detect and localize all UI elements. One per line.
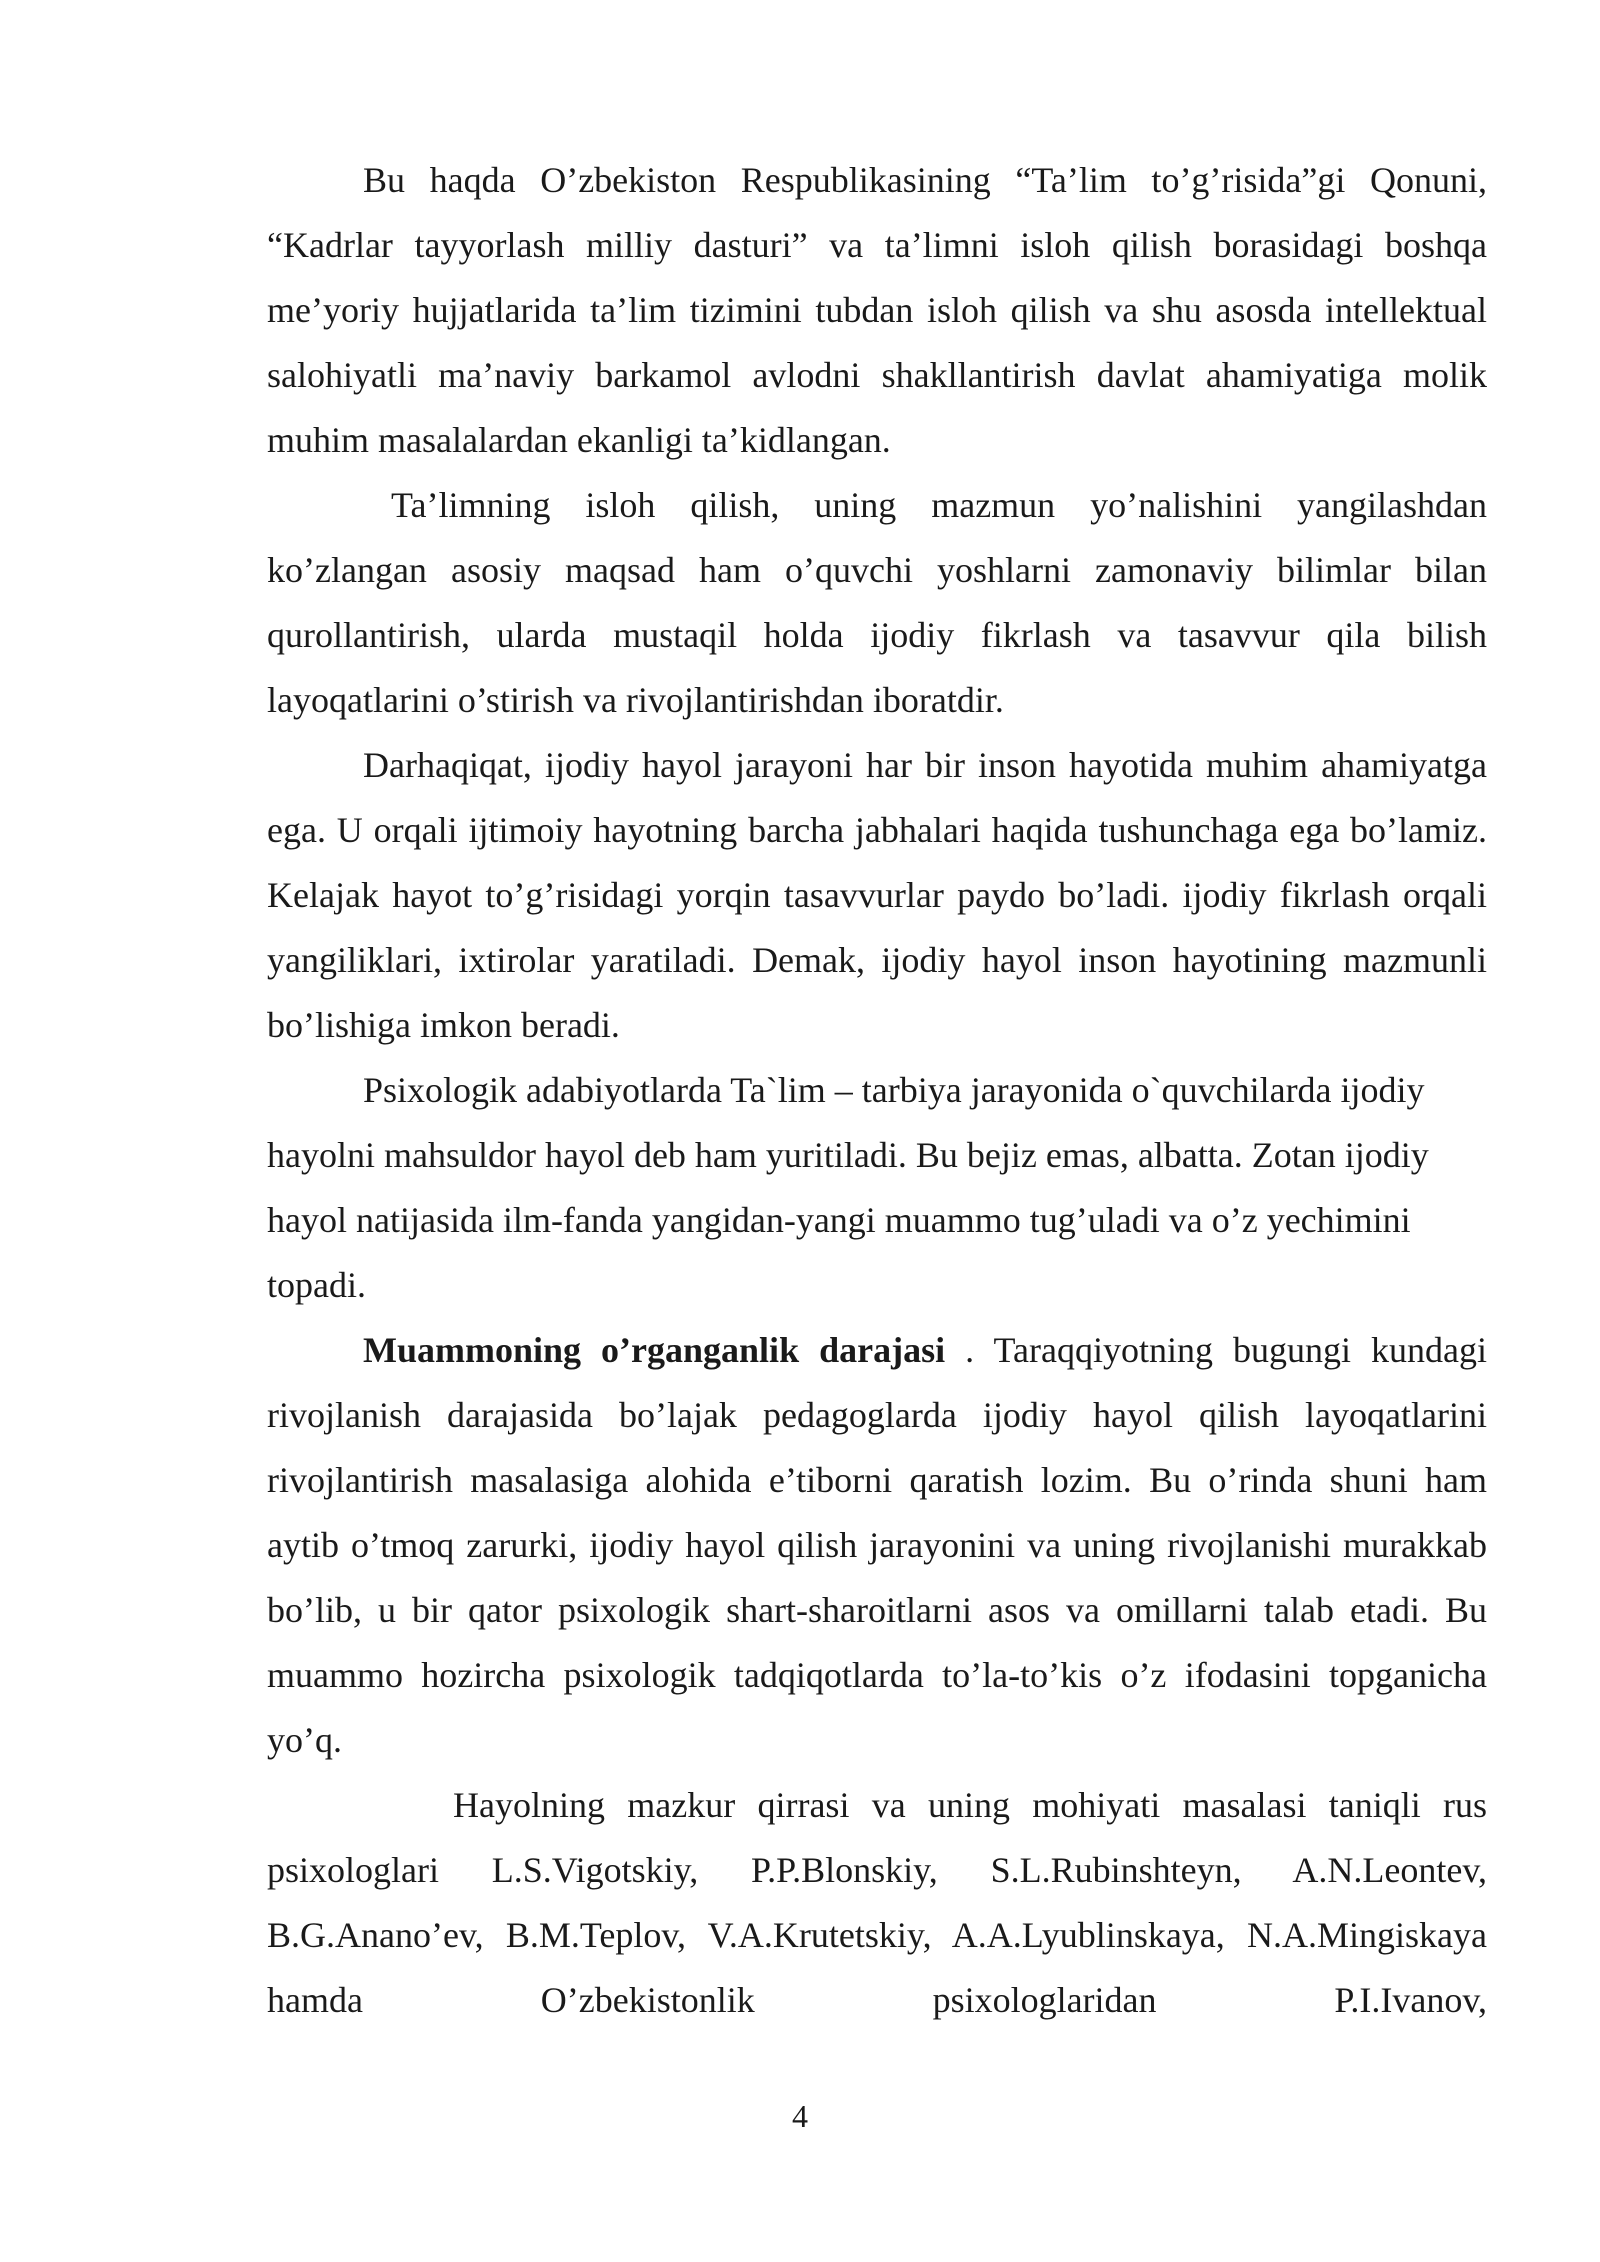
paragraph-6: Hayolning mazkur qirrasi va uning mohiyati masalasi taniqli rus psixologlari L.S.Vigotskiy, P.P.Blonskiy, S.L.Rubinshteyn, A.N.Leontev, B.G.Anano’ev, B.M.Teplov, V.A.Krutetskiy, A.A.Lyublinskaya, N.A.Mingiskaya hamda O’zbekistonlik psixologlaridan P.I.Ivanov, <box>267 1785 1487 2020</box>
paragraph-2: Ta’limning isloh qilish, uning mazmun yo’nalishini yangilashdan ko’zlangan asosiy maqsad ham o’quvchi yoshlarni zamonaviy bilimlar bilan qurollantirish, ularda mustaqil holda ijodiy fikrlash va tasavvur qila bilish layoqatlarini o’stirish va rivojlantirishdan iboratdir. <box>267 485 1487 720</box>
paragraph-4: Psixologik adabiyotlarda Ta`lim – tarbiya jarayonida o`quvchilarda ijodiy hayolni mahsuldor hayol deb ham yuritiladi. Bu bejiz emas, albatta. Zotan ijodiy hayol natijasida ilm-fanda yangidan-yangi muammo tug’uladi va o’z yechimini topadi. <box>267 1070 1429 1305</box>
paragraph-3: Darhaqiqat, ijodiy hayol jarayoni har bir inson hayotida muhim ahamiyatga ega. U orqali ijtimoiy hayotning barcha jabhalari haqida tushunchaga ega bo’lamiz. Kelajak hayot to’g’risidagi yorqin tasavvurlar paydo bo’ladi. ijodiy fikrlash orqali yangiliklari, ixtirolar yaratiladi. Demak, ijodiy hayol inson hayotining mazmunli bo’lishiga imkon beradi. <box>267 745 1487 1045</box>
paragraph-5 <box>267 1318 1487 1773</box>
paragraph-5-body: . Taraqqiyotning bugungi kundagi rivojlanish darajasida bo’lajak pedagoglarda ijodiy hayol qilish layoqatlarini rivojlantirish masalasiga alohida e’tiborni qaratish lozim. Bu o’rinda shuni ham aytib o’tmoq zarurki, ijodiy hayol qilish jarayonini va uning rivojlanishi murakkab bo’lib, u bir qator psixologik shart-sharoitlarni asos va omillarni talab etadi. Bu muammo hozircha psixologik tadqiqotlarda to’la-to’kis o’z ifodasini topganicha yo’q. <box>267 1330 1487 1760</box>
paragraph-1: Bu haqda O’zbekiston Respublikasining “Ta’lim to’g’risida”gi Qonuni, “Kadrlar tayyorlash milliy dasturi” va ta’limni isloh qilish borasidagi boshqa me’yoriy hujjatlarida ta’lim tizimini tubdan isloh qilish va shu asosda intellektual salohiyatli ma’naviy barkamol avlodni shakllantirish davlat ahamiyatiga molik muhim masalalardan ekanligi ta’kidlangan. <box>267 160 1487 460</box>
section-heading: Muammoning o’rganganlik darajasi <box>363 1330 946 1370</box>
document-page <box>267 148 1487 2033</box>
page-number: 4 <box>792 2098 808 2134</box>
